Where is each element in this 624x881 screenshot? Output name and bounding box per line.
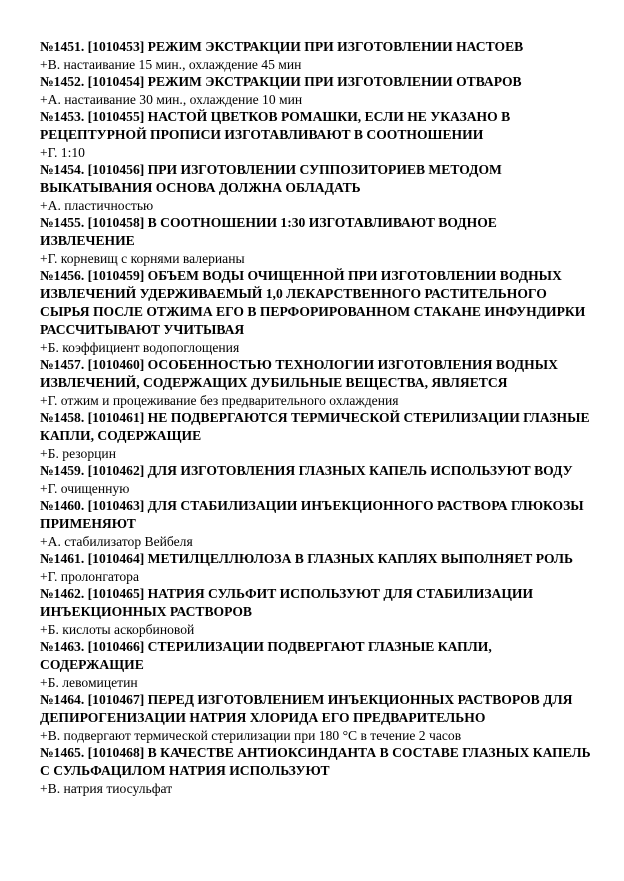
answer-text: +А. пластичностью (40, 198, 154, 213)
question-text: №1460. [1010463] ДЛЯ СТАБИЛИЗАЦИИ ИНЪЕКЦИОННОГО РАСТВОРА ГЛЮКОЗЫ ПРИМЕНЯЮТ (40, 498, 584, 531)
answer-text: +Б. левомицетин (40, 675, 138, 690)
question-item (40, 462, 594, 497)
question-text: №1451. [1010453] РЕЖИМ ЭКСТРАКЦИИ ПРИ ИЗГОТОВЛЕНИИ НАСТОЕВ (40, 39, 524, 54)
question-text: №1463. [1010466] СТЕРИЛИЗАЦИИ ПОДВЕРГАЮТ ГЛАЗНЫЕ КАПЛИ, СОДЕРЖАЩИЕ (40, 639, 492, 672)
answer-text: +Г. пролонгатора (40, 569, 139, 584)
question-item (40, 638, 594, 691)
question-item (40, 585, 594, 638)
question-text: №1465. [1010468] В КАЧЕСТВЕ АНТИОКСИНДАНТА В СОСТАВЕ ГЛАЗНЫХ КАПЕЛЬ С СУЛЬФАЦИЛОМ НАТРИЯ ИСПОЛЬЗУЮТ (40, 745, 591, 778)
question-item (40, 744, 594, 797)
question-item (40, 409, 594, 462)
question-text: №1454. [1010456] ПРИ ИЗГОТОВЛЕНИИ СУППОЗИТОРИЕВ МЕТОДОМ ВЫКАТЫВАНИЯ ОСНОВА ДОЛЖНА ОБЛАДАТЬ (40, 162, 502, 195)
answer-text: +В. настаивание 15 мин., охлаждение 45 мин (40, 57, 302, 72)
question-text: №1452. [1010454] РЕЖИМ ЭКСТРАКЦИИ ПРИ ИЗГОТОВЛЕНИИ ОТВАРОВ (40, 74, 522, 89)
question-text: №1464. [1010467] ПЕРЕД ИЗГОТОВЛЕНИЕМ ИНЪЕКЦИОННЫХ РАСТВОРОВ ДЛЯ ДЕПИРОГЕНИЗАЦИИ НАТРИЯ ХЛОРИДА ЕГО ПРЕДВАРИТЕЛЬНО (40, 692, 573, 725)
question-item (40, 550, 594, 585)
answer-text: +Б. коэффициент водопоглощения (40, 340, 240, 355)
question-item (40, 214, 594, 267)
answer-text: +Г. корневищ с корнями валерианы (40, 251, 245, 266)
question-text: №1461. [1010464] МЕТИЛЦЕЛЛЮЛОЗА В ГЛАЗНЫХ КАПЛЯХ ВЫПОЛНЯЕТ РОЛЬ (40, 551, 574, 566)
question-text: №1462. [1010465] НАТРИЯ СУЛЬФИТ ИСПОЛЬЗУЮТ ДЛЯ СТАБИЛИЗАЦИИ ИНЪЕКЦИОННЫХ РАСТВОРОВ (40, 586, 534, 619)
answer-text: +Г. очищенную (40, 481, 130, 496)
question-text: №1453. [1010455] НАСТОЙ ЦВЕТКОВ РОМАШКИ, ЕСЛИ НЕ УКАЗАНО В РЕЦЕПТУРНОЙ ПРОПИСИ ИЗГОТАВЛИВАЮТ В СООТНОШЕНИИ (40, 109, 511, 142)
question-item (40, 38, 594, 73)
answer-text: +Г. 1:10 (40, 145, 85, 160)
answer-text: +В. подвергают термической стерилизации при 180 °С в течение 2 часов (40, 728, 462, 743)
question-text: №1455. [1010458] В СООТНОШЕНИИ 1:30 ИЗГОТАВЛИВАЮТ ВОДНОЕ ИЗВЛЕЧЕНИЕ (40, 215, 497, 248)
question-text: №1456. [1010459] ОБЪЕМ ВОДЫ ОЧИЩЕННОЙ ПРИ ИЗГОТОВЛЕНИИ ВОДНЫХ ИЗВЛЕЧЕНИЙ УДЕРЖИВАЕМЫЙ 1,0 ЛЕКАРСТВЕННОГО РАСТИТЕЛЬНОГО СЫРЬЯ ПОСЛЕ ОТЖИМА ЕГО В ПЕРФОРИРОВАННОМ СТАКАНЕ ИНФУНДИРКИ РАССЧИТЫВАЮТ УЧИТЫВАЯ (40, 268, 586, 337)
question-item (40, 73, 594, 108)
question-item (40, 161, 594, 214)
answer-text: +А. настаивание 30 мин., охлаждение 10 мин (40, 92, 303, 107)
answer-text: +Г. отжим и процеживание без предварительного охлаждения (40, 393, 399, 408)
answer-text: +Б. кислоты аскорбиновой (40, 622, 195, 637)
question-item (40, 108, 594, 161)
answer-text: +Б. резорцин (40, 446, 116, 461)
question-item (40, 356, 594, 409)
question-item (40, 497, 594, 550)
question-text: №1459. [1010462] ДЛЯ ИЗГОТОВЛЕНИЯ ГЛАЗНЫХ КАПЕЛЬ ИСПОЛЬЗУЮТ ВОДУ (40, 463, 573, 478)
question-item (40, 267, 594, 356)
answer-text: +В. натрия тиосульфат (40, 781, 173, 796)
answer-text: +А. стабилизатор Вейбеля (40, 534, 193, 549)
question-text: №1458. [1010461] НЕ ПОДВЕРГАЮТСЯ ТЕРМИЧЕСКОЙ СТЕРИЛИЗАЦИИ ГЛАЗНЫЕ КАПЛИ, СОДЕРЖАЩИЕ (40, 410, 590, 443)
question-text: №1457. [1010460] ОСОБЕННОСТЬЮ ТЕХНОЛОГИИ ИЗГОТОВЛЕНИЯ ВОДНЫХ ИЗВЛЕЧЕНИЙ, СОДЕРЖАЩИХ ДУБИЛЬНЫЕ ВЕЩЕСТВА, ЯВЛЯЕТСЯ (40, 357, 558, 390)
question-item (40, 691, 594, 744)
